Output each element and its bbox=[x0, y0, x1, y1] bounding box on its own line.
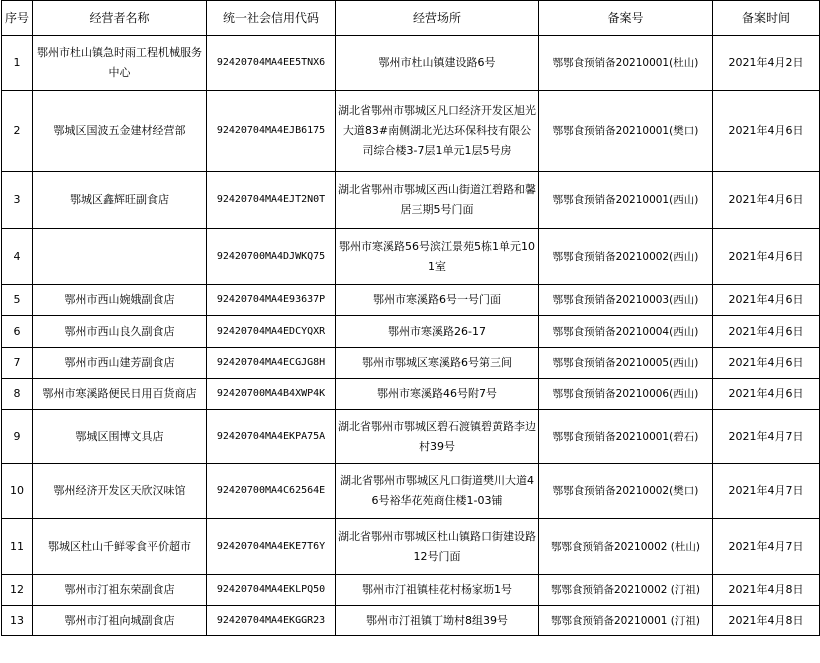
cell-operator: 鄂州市汀祖向城副食店 bbox=[33, 606, 207, 636]
cell-filing-no: 鄂鄂食预销备20210005(西山) bbox=[539, 348, 713, 379]
table-row bbox=[2, 575, 820, 606]
cell-filing-no: 鄂鄂食预销备20210001 (汀祖) bbox=[539, 606, 713, 636]
cell-address: 鄂州市寒溪路56号滨江景苑5栋1单元101室 bbox=[336, 229, 539, 285]
cell-index: 13 bbox=[2, 606, 33, 636]
header-index: 序号 bbox=[2, 1, 33, 36]
cell-filing-no: 鄂鄂食预销备20210006(西山) bbox=[539, 379, 713, 410]
table-row bbox=[2, 172, 820, 229]
cell-filing-no: 鄂鄂食预销备20210003(西山) bbox=[539, 285, 713, 316]
cell-credit-code: 92420704MA4EKE7T6Y bbox=[207, 519, 336, 575]
cell-operator: 鄂州市杜山镇急时雨工程机械服务中心 bbox=[33, 36, 207, 91]
cell-filing-date: 2021年4月6日 bbox=[713, 348, 820, 379]
cell-credit-code: 92420704MA4EJB6175 bbox=[207, 91, 336, 172]
table-row bbox=[2, 285, 820, 316]
cell-filing-date: 2021年4月7日 bbox=[713, 410, 820, 464]
table-row bbox=[2, 606, 820, 636]
header-credit-code: 统一社会信用代码 bbox=[207, 1, 336, 36]
cell-operator: 鄂城区围博文具店 bbox=[33, 410, 207, 464]
table-row bbox=[2, 464, 820, 519]
cell-filing-date: 2021年4月7日 bbox=[713, 464, 820, 519]
cell-index: 12 bbox=[2, 575, 33, 606]
cell-operator: 鄂州经济开发区天欣汉味馆 bbox=[33, 464, 207, 519]
cell-filing-no: 鄂鄂食预销备20210002(樊口) bbox=[539, 464, 713, 519]
cell-index: 1 bbox=[2, 36, 33, 91]
cell-credit-code: 92420704MA4EE5TNX6 bbox=[207, 36, 336, 91]
cell-filing-date: 2021年4月6日 bbox=[713, 379, 820, 410]
table-body bbox=[2, 36, 820, 636]
cell-index: 11 bbox=[2, 519, 33, 575]
cell-address: 湖北省鄂州市鄂城区杜山镇路口街建设路12号门面 bbox=[336, 519, 539, 575]
cell-index: 9 bbox=[2, 410, 33, 464]
table-row bbox=[2, 36, 820, 91]
cell-index: 6 bbox=[2, 316, 33, 348]
cell-credit-code: 92420704MA4EDCYQXR bbox=[207, 316, 336, 348]
cell-credit-code: 92420704MA4EKPA75A bbox=[207, 410, 336, 464]
cell-credit-code: 92420704MA4ECGJG8H bbox=[207, 348, 336, 379]
cell-filing-date: 2021年4月6日 bbox=[713, 91, 820, 172]
cell-filing-no: 鄂鄂食预销备20210002(西山) bbox=[539, 229, 713, 285]
cell-address: 湖北省鄂州市鄂城区碧石渡镇碧黄路李边村39号 bbox=[336, 410, 539, 464]
cell-credit-code: 92420700MA4B4XWP4K bbox=[207, 379, 336, 410]
cell-filing-no: 鄂鄂食预销备20210001(杜山) bbox=[539, 36, 713, 91]
cell-filing-date: 2021年4月2日 bbox=[713, 36, 820, 91]
cell-address: 鄂州市鄂城区寒溪路6号第三间 bbox=[336, 348, 539, 379]
cell-filing-no: 鄂鄂食预销备20210001(西山) bbox=[539, 172, 713, 229]
cell-address: 鄂州市寒溪路6号一号门面 bbox=[336, 285, 539, 316]
cell-filing-no: 鄂鄂食预销备20210004(西山) bbox=[539, 316, 713, 348]
cell-filing-date: 2021年4月8日 bbox=[713, 606, 820, 636]
table-row bbox=[2, 410, 820, 464]
cell-index: 4 bbox=[2, 229, 33, 285]
cell-filing-date: 2021年4月6日 bbox=[713, 229, 820, 285]
cell-address: 鄂州市汀祖镇丁坳村8组39号 bbox=[336, 606, 539, 636]
cell-address: 湖北省鄂州市鄂城区凡口街道樊川大道46号裕华花苑商住楼1-03铺 bbox=[336, 464, 539, 519]
cell-operator: 鄂州市寒溪路便民日用百货商店 bbox=[33, 379, 207, 410]
cell-filing-no: 鄂鄂食预销备20210001(樊口) bbox=[539, 91, 713, 172]
cell-credit-code: 92420704MA4EKGGR23 bbox=[207, 606, 336, 636]
cell-operator: 鄂州市汀祖东荣副食店 bbox=[33, 575, 207, 606]
cell-index: 5 bbox=[2, 285, 33, 316]
cell-operator bbox=[33, 229, 207, 285]
cell-operator: 鄂州市西山建芳副食店 bbox=[33, 348, 207, 379]
cell-credit-code: 92420700MA4DJWKQ75 bbox=[207, 229, 336, 285]
cell-filing-date: 2021年4月6日 bbox=[713, 316, 820, 348]
cell-operator: 鄂州市西山婉娥副食店 bbox=[33, 285, 207, 316]
cell-credit-code: 92420704MA4EKLPQ50 bbox=[207, 575, 336, 606]
cell-address: 鄂州市寒溪路26-17 bbox=[336, 316, 539, 348]
cell-address: 鄂州市汀祖镇桂花村杨家坜1号 bbox=[336, 575, 539, 606]
cell-address: 湖北省鄂州市鄂城区西山街道江碧路和馨居三期5号门面 bbox=[336, 172, 539, 229]
cell-filing-date: 2021年4月7日 bbox=[713, 519, 820, 575]
cell-filing-date: 2021年4月6日 bbox=[713, 172, 820, 229]
cell-index: 7 bbox=[2, 348, 33, 379]
cell-index: 8 bbox=[2, 379, 33, 410]
header-address: 经营场所 bbox=[336, 1, 539, 36]
table-row bbox=[2, 519, 820, 575]
cell-filing-no: 鄂鄂食预销备20210002 (杜山) bbox=[539, 519, 713, 575]
cell-index: 2 bbox=[2, 91, 33, 172]
cell-credit-code: 92420700MA4C62564E bbox=[207, 464, 336, 519]
cell-credit-code: 92420704MA4E93637P bbox=[207, 285, 336, 316]
header-filing-no: 备案号 bbox=[539, 1, 713, 36]
cell-address: 鄂州市杜山镇建设路6号 bbox=[336, 36, 539, 91]
header-filing-date: 备案时间 bbox=[713, 1, 820, 36]
cell-filing-date: 2021年4月6日 bbox=[713, 285, 820, 316]
table-row bbox=[2, 91, 820, 172]
cell-operator: 鄂州市西山良久副食店 bbox=[33, 316, 207, 348]
cell-index: 3 bbox=[2, 172, 33, 229]
cell-address: 湖北省鄂州市鄂城区凡口经济开发区旭光大道83#南侧湖北光达环保科技有限公司综合楼3-7层1单元1层5号房 bbox=[336, 91, 539, 172]
table-row bbox=[2, 316, 820, 348]
header-row bbox=[2, 1, 820, 36]
cell-operator: 鄂城区国波五金建材经营部 bbox=[33, 91, 207, 172]
header-operator: 经营者名称 bbox=[33, 1, 207, 36]
cell-index: 10 bbox=[2, 464, 33, 519]
table-row bbox=[2, 229, 820, 285]
cell-operator: 鄂城区杜山千鲜零食平价超市 bbox=[33, 519, 207, 575]
cell-filing-date: 2021年4月8日 bbox=[713, 575, 820, 606]
cell-credit-code: 92420704MA4EJT2N0T bbox=[207, 172, 336, 229]
filing-records-table bbox=[1, 0, 820, 636]
table-row bbox=[2, 348, 820, 379]
cell-operator: 鄂城区鑫辉旺副食店 bbox=[33, 172, 207, 229]
table-row bbox=[2, 379, 820, 410]
cell-address: 鄂州市寒溪路46号附7号 bbox=[336, 379, 539, 410]
cell-filing-no: 鄂鄂食预销备20210001(碧石) bbox=[539, 410, 713, 464]
cell-filing-no: 鄂鄂食预销备20210002 (汀祖) bbox=[539, 575, 713, 606]
